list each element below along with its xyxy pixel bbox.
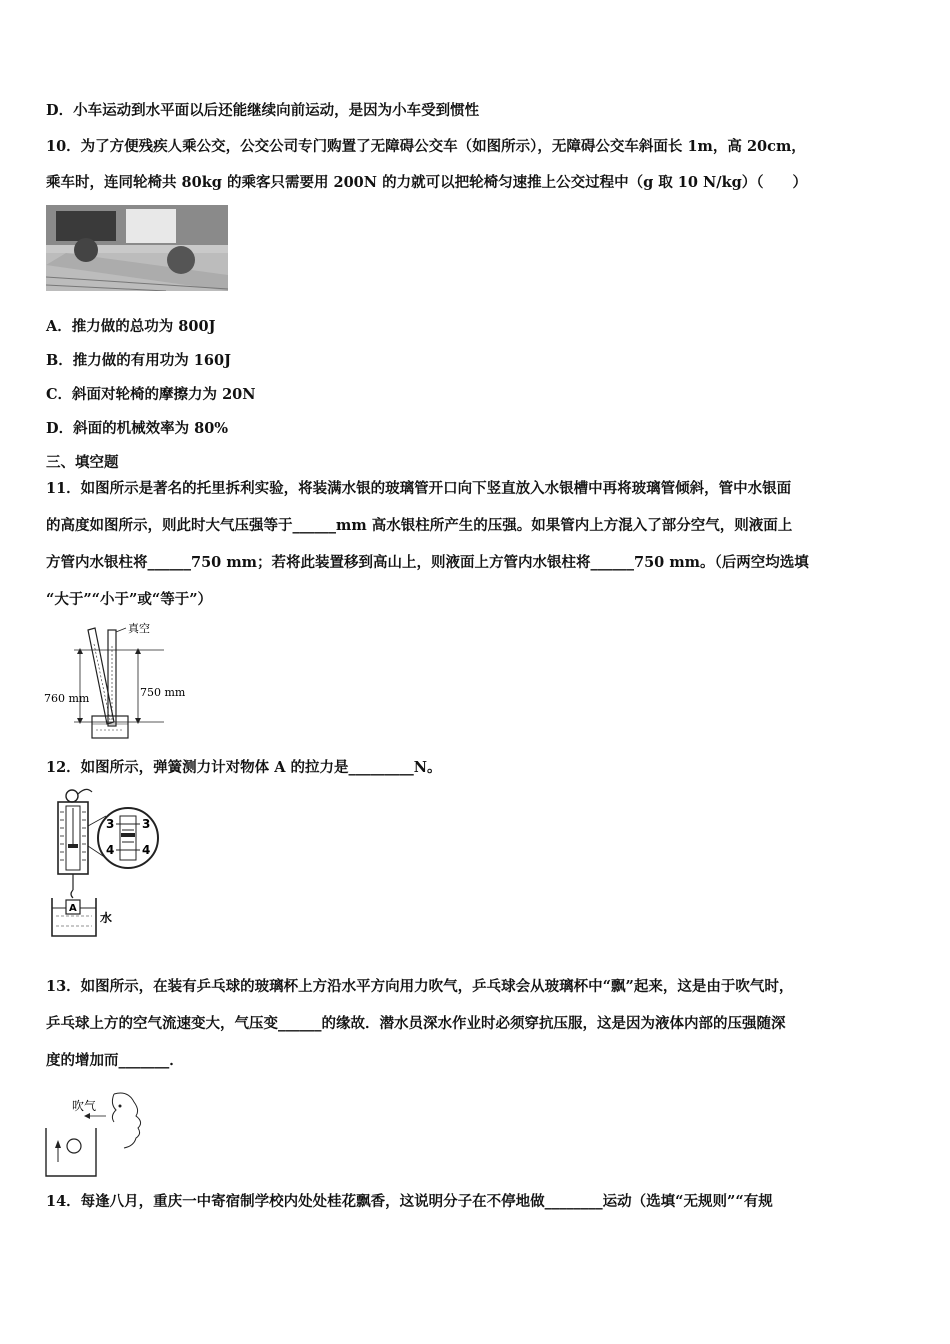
option-b-q10: B．推力做的有用功为 160J: [46, 352, 231, 369]
question-11-line-4: “大于”“小于”或“等于”）: [46, 591, 213, 608]
spring-scale-figure: [44, 786, 164, 940]
left-height-label: 760 mm: [44, 692, 90, 705]
section-heading-fill-in: 三、填空题: [46, 454, 119, 471]
scale-bottom-right: 4: [142, 843, 151, 857]
water-label: 水: [100, 911, 113, 925]
question-11-line-2: 的高度如图所示，则此时大气压强等于______mm 高水银柱所产生的压强。如果管内上方混入了部分空气，则液面上: [46, 517, 793, 534]
question-13-line-1: 13．如图所示，在装有乒乓球的玻璃杯上方沿水平方向用力吹气，乒乓球会从玻璃杯中“飘”起来，这是由于吹气时，: [46, 978, 794, 995]
option-c-q10: C．斜面对轮椅的摩擦力为 20N: [46, 386, 256, 403]
option-d-q9: D．小车运动到水平面以后还能继续向前运动，是因为小车受到惯性: [46, 102, 480, 119]
scale-bottom-left: 4: [106, 843, 115, 857]
scale-top-left: 3: [106, 817, 115, 831]
option-d-q10: D．斜面的机械效率为 80%: [46, 420, 229, 437]
blow-label: 吹气: [72, 1099, 97, 1113]
question-11-line-3: 方管内水银柱将______750 mm；若将此装置移到高山上，则液面上方管内水银柱将______750 mm。（后两空均选填: [46, 554, 809, 571]
blowing-cup-figure: [44, 1088, 164, 1180]
question-10-line-1: 10．为了方便残疾人乘公交，公交公司专门购置了无障碍公交车（如图所示），无障碍公交车斜面长 1m，高 20cm，: [46, 138, 806, 155]
torricelli-figure: [44, 618, 204, 742]
question-13-line-3: 度的增加而_______．: [46, 1052, 184, 1069]
right-height-label: 750 mm: [140, 686, 186, 699]
vacuum-label: 真空: [128, 622, 150, 635]
question-14-line-1: 14．每逢八月，重庆一中寄宿制学校内处处桂花飘香，这说明分子在不停地做________运动（选填“无规则”“有规: [46, 1193, 773, 1210]
question-13-line-2: 乒乓球上方的空气流速变大，气压变______的缘故．潜水员深水作业时必须穿抗压服，这是因为液体内部的压强随深: [46, 1015, 786, 1032]
question-12: 12．如图所示，弹簧测力计对物体 A 的拉力是_________N。: [46, 759, 442, 776]
bus-ramp-photo: [46, 205, 228, 291]
scale-top-right: 3: [142, 817, 151, 831]
question-10-line-2: 乘车时，连同轮椅共 80kg 的乘客只需要用 200N 的力就可以把轮椅匀速推上公交过程中（g 取 10 N/kg）（ ）: [46, 174, 808, 191]
question-11-line-1: 11．如图所示是著名的托里拆利实验，将装满水银的玻璃管开口向下竖直放入水银槽中再将玻璃管倾斜，管中水银面: [46, 480, 792, 497]
option-a-q10: A．推力做的总功为 800J: [46, 318, 216, 335]
object-a-label: A: [69, 903, 77, 914]
